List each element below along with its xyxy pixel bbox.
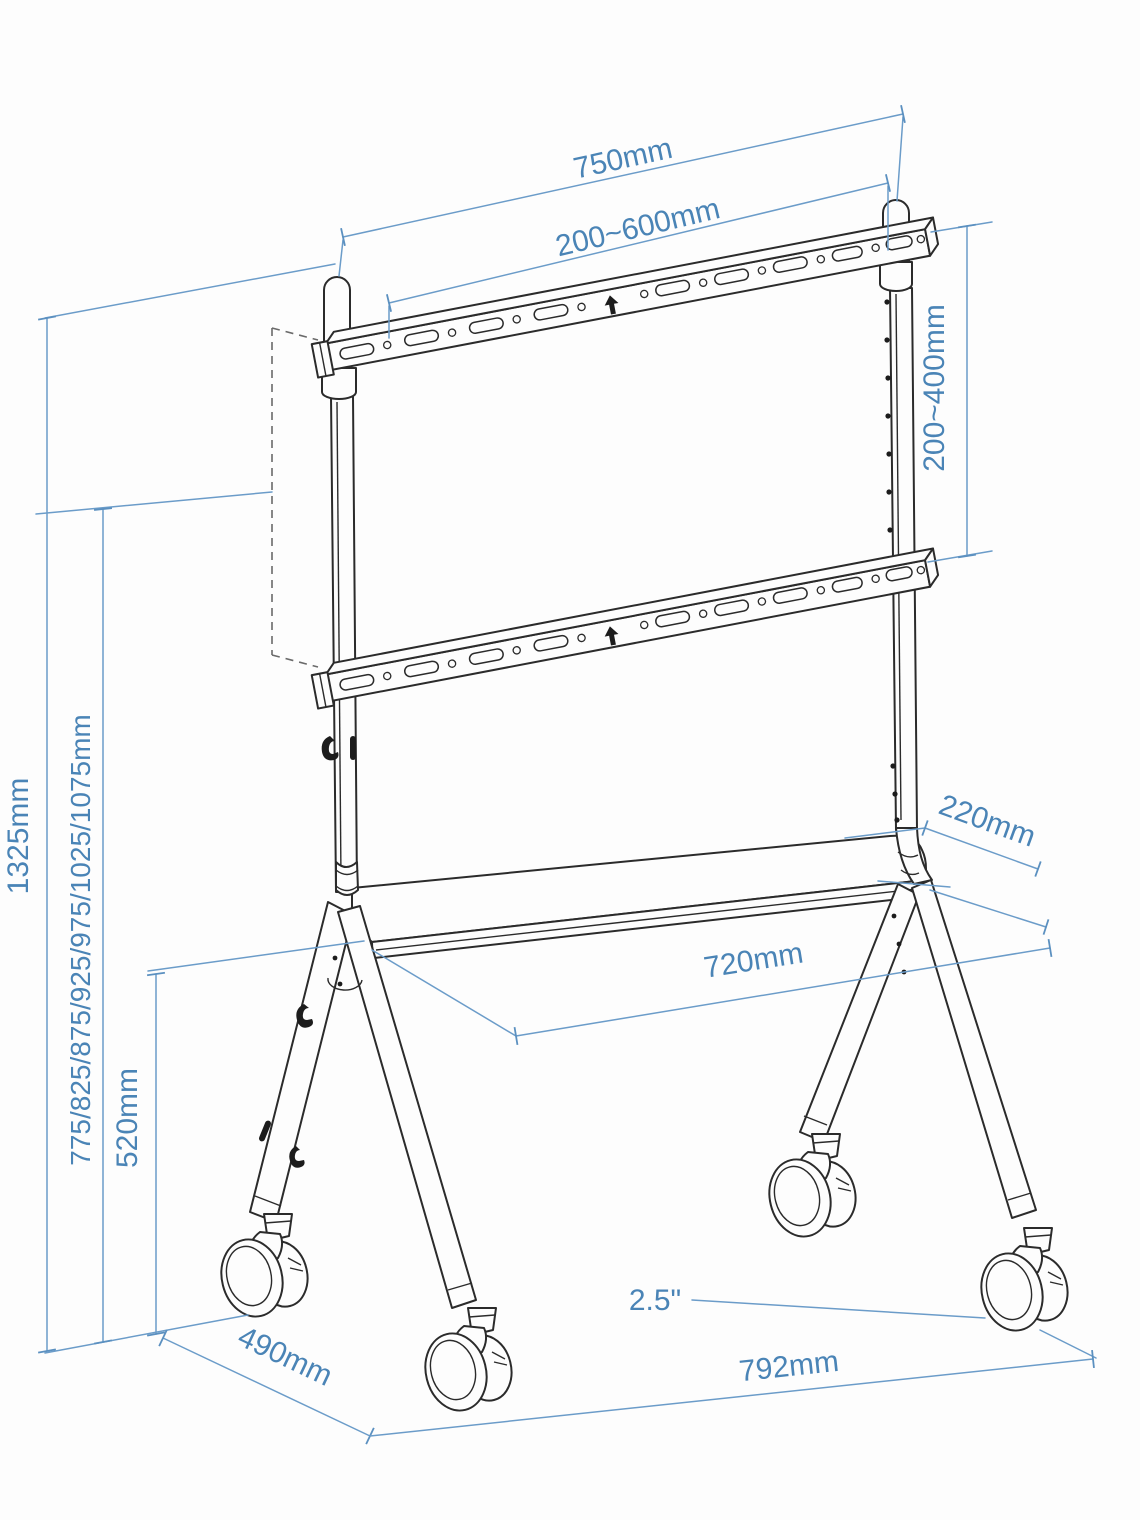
dim-mount-height [918,222,992,562]
label-base-width: 792mm [737,1344,841,1389]
dim-base-depth [159,1320,374,1444]
label-height-positions: 775/825/875/925/975/1025/1075mm [65,714,96,1166]
caster-left [213,1214,314,1323]
shelf [352,836,927,958]
label-shelf-depth: 220mm [934,788,1040,854]
leg-front-right [912,880,1036,1218]
label-overall-height: 1325mm [2,777,35,895]
label-top-width: 750mm [570,131,676,186]
caster-front [417,1308,518,1417]
label-mount-width: 200~600mm [552,192,724,264]
label-base-depth: 490mm [232,1320,338,1393]
label-caster-diameter: 2.5" [628,1284,682,1317]
pole-right-collar [880,262,912,291]
caster-rear-right [761,1134,862,1243]
dim-height-positions [36,492,272,1344]
label-shelf-height: 520mm [111,1067,144,1169]
leg-rear-right [800,884,919,1142]
leg-front-center [338,906,476,1308]
label-shelf-width: 720mm [701,936,806,985]
pole-right [880,200,917,830]
caster-right [973,1228,1074,1337]
label-mount-height: 200~400mm [918,304,951,472]
vesa-bracket-bottom [310,549,941,709]
dim-caster [629,1284,985,1318]
